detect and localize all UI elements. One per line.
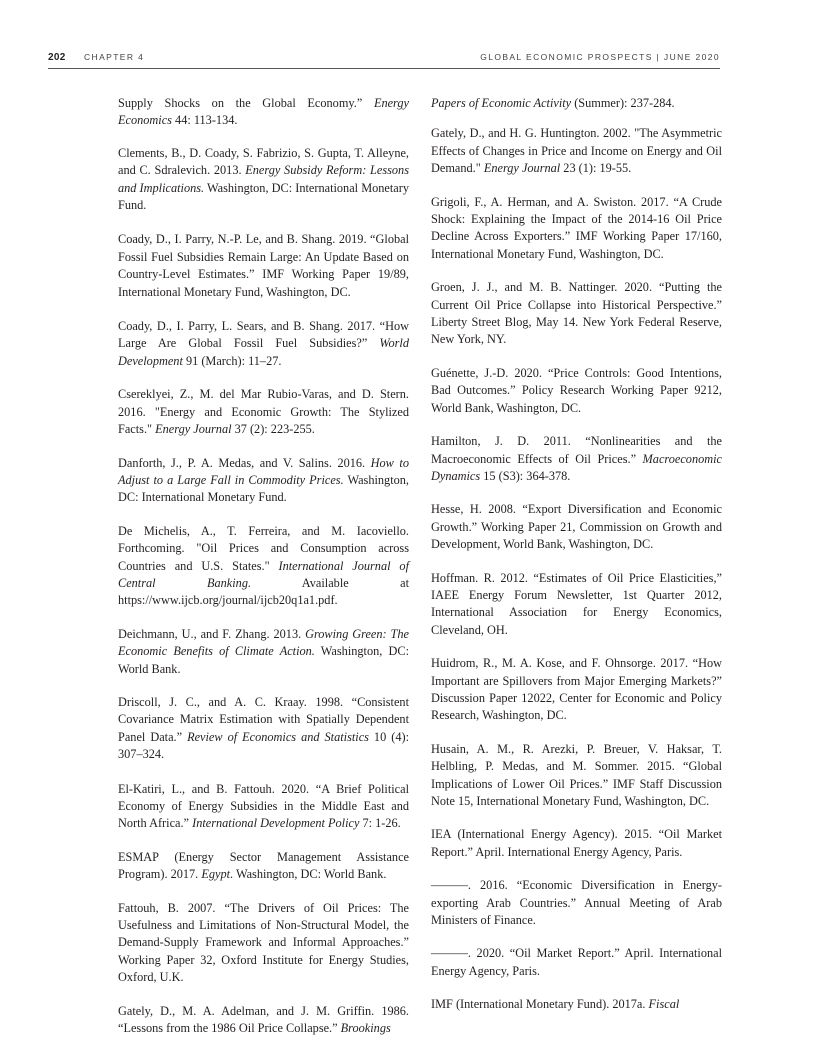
references-right-column — [431, 95, 722, 1014]
reference-entry: Csereklyei, Z., M. del Mar Rubio-Varas, and D. Stern. 2016. "Energy and Economic Growth: The Stylized Facts." Energy Journal 37 (2): 223-255. — [118, 387, 409, 437]
reference-entry: Gately, D., and H. G. Huntington. 2002. "The Asymmetric Effects of Changes in Price and Income on Energy and Oil Demand." Energy Journal 23 (1): 19-55. — [431, 126, 722, 176]
reference-entry: Hoffman. R. 2012. “Estimates of Oil Price Elasticities,” IAEE Energy Forum Newsletter, 1st Quarter 2012, International Association for Energy Economics, Cleveland, OH. — [431, 570, 722, 637]
page-number: 202 — [48, 52, 66, 63]
references-left-column — [118, 95, 409, 1037]
reference-entry: Coady, D., I. Parry, N.-P. Le, and B. Shang. 2019. “Global Fossil Fuel Subsidies Remain Large: An Update Based on Country-Level Estimates.” IMF Working Paper 19/89, International Monetary Fund, Washington, DC. — [118, 232, 409, 299]
reference-entry: Papers of Economic Activity (Summer): 237-284. — [431, 96, 675, 110]
reference-entry: Deichmann, U., and F. Zhang. 2013. Growing Green: The Economic Benefits of Climate Action. Washington, DC: World Bank. — [118, 626, 409, 676]
reference-entry: ESMAP (Energy Sector Management Assistance Program). 2017. Egypt. Washington, DC: World Bank. — [118, 849, 409, 882]
reference-entry: IEA (International Energy Agency). 2015. “Oil Market Report.” April. International Energy Agency, Paris. — [431, 827, 722, 859]
reference-entry: Clements, B., D. Coady, S. Fabrizio, S. Gupta, T. Alleyne, and C. Sdralevich. 2013. Energy Subsidy Reform: Lessons and Implications. Washington, DC: International Monetary Fund. — [118, 145, 410, 213]
reference-entry: Danforth, J., P. A. Medas, and V. Salins. 2016. How to Adjust to a Large Fall in Commodity Prices. Washington, DC: International Monetary Fund. — [118, 455, 409, 505]
reference-entry: Hamilton, J. D. 2011. “Nonlinearities and the Macroeconomic Effects of Oil Prices.” Macroeconomic Dynamics 15 (S3): 364-378. — [431, 434, 722, 483]
reference-entry: Driscoll, J. C., and A. C. Kraay. 1998. “Consistent Covariance Matrix Estimation with Spatially Dependent Panel Data.” Review of Economics and Statistics 10 (4): 307–324. — [118, 694, 409, 762]
reference-entry: IMF (International Monetary Fund). 2017a. Fiscal — [431, 997, 680, 1012]
reference-entry: Grigoli, F., A. Herman, and A. Swiston. 2017. “A Crude Shock: Explaining the Impact of the 2014-16 Oil Price Decline Across Exporters.” IMF Working Paper 17/160, International Monetary Fund, Washington, DC. — [431, 194, 722, 261]
reference-entry: Groen, J. J., and M. B. Nattinger. 2020. “Putting the Current Oil Price Collapse into Historical Perspective.” Liberty Street Blog, May 14. New York Federal Reserve, New York, NY. — [431, 280, 722, 347]
reference-entry: Husain, A. M., R. Arezki, P. Breuer, V. Haksar, T. Helbling, P. Medas, and M. Sommer. 2015. “Global Implications of Lower Oil Prices.” IMF Staff Discussion Note 15, International Monetary Fund, Washington, DC. — [431, 741, 722, 808]
reference-entry: De Michelis, A., T. Ferreira, and M. Iacoviello. Forthcoming. "Oil Prices and Consumption across Countries and U.S. States." International Journal of Central Banking. Available at https://www.ijcb.org/journal/ijcb20q1a1.pdf. — [118, 523, 409, 608]
publication-title: GLOBAL ECONOMIC PROSPECTS | JUNE 2020 — [480, 52, 720, 62]
chapter-label: CHAPTER 4 — [84, 52, 145, 62]
page-header — [48, 52, 720, 69]
reference-entry: Fattouh, B. 2007. “The Drivers of Oil Prices: The Usefulness and Limitations of Non-Structural Model, the Demand-Supply Framework and Informal Approaches.” Working Paper 32, Oxford Institute for Energy Studies, Oxford, U.K. — [118, 900, 409, 985]
reference-entry: Gately, D., M. A. Adelman, and J. M. Griffin. 1986. “Lessons from the 1986 Oil Price Collapse.” Brookings — [118, 1003, 409, 1036]
reference-entry: Supply Shocks on the Global Economy.” Energy Economics 44: 113-134. — [118, 96, 409, 128]
reference-entry: ———. 2020. “Oil Market Report.” April. International Energy Agency, Paris. — [431, 946, 722, 978]
reference-entry: ———. 2016. “Economic Diversification in Energy-exporting Arab Countries.” Annual Meeting of Arab Ministers of Finance. — [431, 878, 722, 928]
reference-entry: El-Katiri, L., and B. Fattouh. 2020. “A Brief Political Economy of Energy Subsidies in the Middle East and North Africa.” International Development Policy 7: 1-26. — [118, 781, 409, 831]
reference-entry: Coady, D., I. Parry, L. Sears, and B. Shang. 2017. “How Large Are Global Fossil Fuel Subsidies?” World Development 91 (March): 11–27. — [118, 319, 409, 368]
reference-entry: Huidrom, R., M. A. Kose, and F. Ohnsorge. 2017. “How Important are Spillovers from Major Emerging Markets?” Discussion Paper 12022, Center for Economic and Policy Research, Washington, DC. — [431, 656, 722, 723]
reference-entry: Guénette, J.-D. 2020. “Price Controls: Good Intentions, Bad Outcomes.” Policy Research Working Paper 9212, World Bank, Washington, DC. — [431, 365, 722, 415]
reference-entry: Hesse, H. 2008. “Export Diversification and Economic Growth.” Working Paper 21, Commission on Growth and Development, World Bank, Washington, DC. — [431, 502, 722, 552]
